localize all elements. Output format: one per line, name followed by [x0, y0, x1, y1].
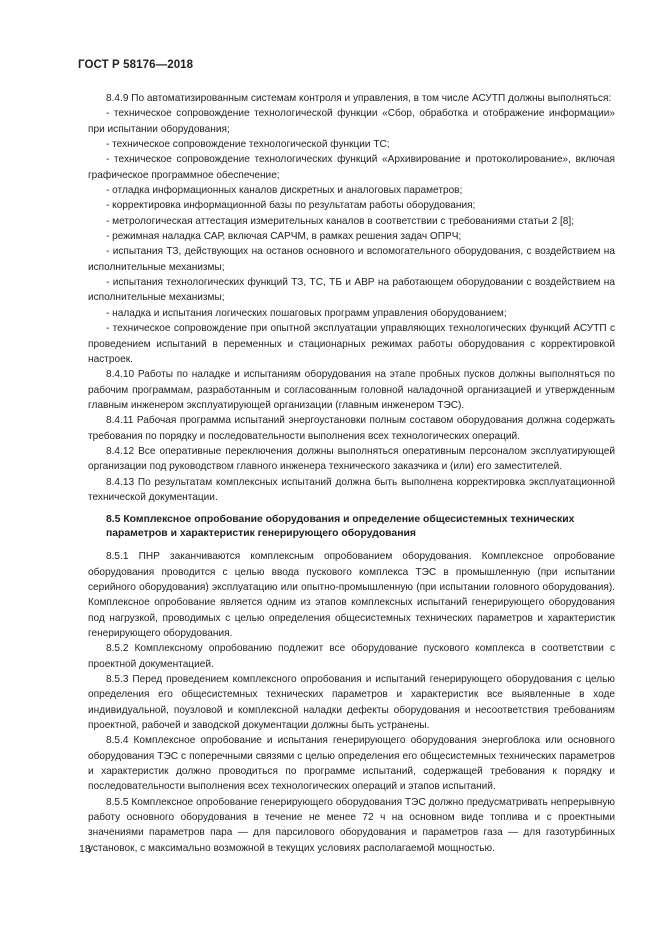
- list-item: - режимная наладка САР, включая САРЧМ, в рамках решения задач ОПРЧ;: [106, 231, 462, 243]
- list-item: - техническое сопровождение технологической функции «Сбор, обработка и отображение информации» при испытании оборудования;: [88, 108, 615, 135]
- list-item: - испытания ТЗ, действующих на останов основного и вспомогательного оборудования, с воздействием на исполнительные механизмы;: [88, 246, 615, 273]
- paragraph: 8.4.11 Рабочая программа испытаний энергоустановки полным составом оборудования должна содержать требования по порядку и последовательности выполнения всех технологических операций.: [88, 415, 615, 442]
- paragraph: 8.4.10 Работы по наладке и испытаниям оборудования на этапе пробных пусков должны выполняться по рабочим программам, разработанным и согласованным головной наладочной организацией и утвержденным главным инженером эксплуатирующей организации (главным инженером ТЭС).: [88, 369, 615, 411]
- paragraph: 8.4.9 По автоматизированным системам контроля и управления, в том числе АСУТП должны выполняться:: [106, 93, 612, 104]
- paragraph: 8.5.2 Комплексному опробованию подлежит все оборудование пускового комплекса в соответствии с проектной документацией.: [88, 643, 615, 670]
- page-header-title: ГОСТ Р 58176—2018: [78, 59, 194, 71]
- list-item: - наладка и испытания логических пошаговых программ управления оборудованием;: [106, 307, 507, 319]
- paragraph: 8.5.3 Перед проведением комплексного опробования и испытаний генерирующего оборудования с целью определения его общесистемных технических параметров и характеристик все выявленные в ходе индивидуальной, поузловой и комплексной наладки дефекты оборудования и несоответствия требованиям проектной, рабочей и заводской документации должны быть устранены.: [88, 674, 615, 732]
- paragraph: 8.5.5 Комплексное опробование генерирующего оборудования ТЭС должно предусматривать непрерывную работу основного оборудования в течение не менее 72 ч на основном виде топлива и с проектными значениями параметров пара — для парсилового оборудования и параметров газа — для газотурбинных установок, с максимально возможной в текущих условиях располагаемой мощностью.: [88, 796, 615, 854]
- document-body: [88, 91, 615, 856]
- list-item: - техническое сопровождение при опытной эксплуатации управляющих технологических функций АСУТП с проведением испытаний в переменных и стационарных режимах работы оборудования с корректировкой настроек.: [88, 323, 615, 365]
- page-number: 18: [79, 843, 91, 855]
- list-item: - испытания технологических функций ТЗ, ТС, ТБ и АВР на работающем оборудовании с воздействием на исполнительные механизмы;: [88, 277, 615, 304]
- section-heading: 8.5 Комплексное опробование оборудования и определение общесистемных технических параметров и характеристик генерирующего оборудования: [106, 514, 575, 540]
- list-item: - техническое сопровождение технологических функций «Архивирование и протоколирование», включая графическое программное обеспечение;: [88, 154, 615, 181]
- list-item: - корректировка информационной базы по результатам работы оборудования;: [106, 200, 476, 212]
- list-item: - техническое сопровождение технологической функции ТС;: [106, 139, 390, 151]
- paragraph: 8.4.13 По результатам комплексных испытаний должна быть выполнена корректировка эксплуатационной технической документации.: [88, 476, 615, 503]
- paragraph: 8.5.4 Комплексное опробование и испытания генерирующего оборудования энергоблока или основного оборудования ТЭС с поперечными связями с целью определения его общесистемных технических параметров и характеристик должно проводиться по программе испытаний, содержащей требования к порядку и последовательности выполнения всех технологических операций и этапов испытаний.: [88, 735, 615, 793]
- paragraph: 8.5.1 ПНР заканчиваются комплексным опробованием оборудования. Комплексное опробование оборудования проводится с целью ввода пускового комплекса ТЭС в промышленную (при испытании серийного оборудования) эксплуатацию или опытно-промышленную (при испытании головного оборудования). Комплексное опробование является одним из этапов комплексных испытаний генерирующего оборудования под нагрузкой, проводимых с целью определения общесистемных технических параметров и характеристик генерирующего оборудования.: [88, 551, 615, 639]
- list-item: - отладка информационных каналов дискретных и аналоговых параметров;: [106, 185, 463, 197]
- paragraph: 8.4.12 Все оперативные переключения должны выполняться оперативным персоналом эксплуатирующей организации под руководством главного инженера технического заказчика и (или) его заместителей.: [88, 445, 615, 473]
- list-item: - метрологическая аттестация измерительных каналов в соответствии с требованиями статьи 2 [8];: [106, 215, 575, 227]
